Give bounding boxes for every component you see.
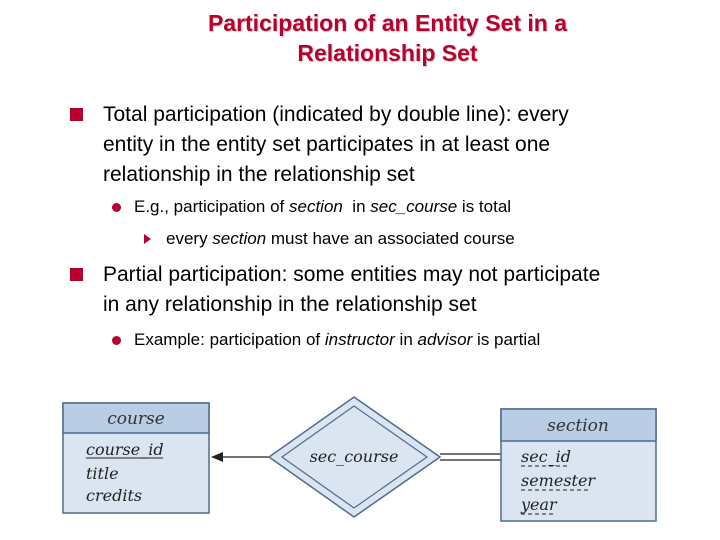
text-segment: must have an associated course [266,229,515,248]
term-section: section [212,229,267,248]
attribute-title: title [86,464,119,483]
relationship-name: sec_course [309,447,399,466]
text-segment: in [394,330,418,349]
text-segment: E.g., participation of [134,197,289,216]
text-segment: every [166,229,213,248]
bullet-line: Partial participation: some entities may not participate [103,263,601,286]
text-segment: is total [457,197,512,216]
bullet-line: Total participation (indicated by double line): every [103,103,569,126]
arrowhead-icon [211,452,223,462]
connector-total-participation [440,454,501,460]
text-segment: Example: participation of [134,330,325,349]
attribute-credits: credits [86,486,143,505]
entity-course-name: course [107,409,165,429]
bullet-line: relationship in the relationship set [103,163,415,186]
attribute-year: year [521,495,557,514]
term-section: section [288,197,343,216]
title-line-2: Relationship Set [297,40,478,66]
entity-section [501,409,656,521]
text-segment: in [342,197,371,216]
entity-section-name: section [547,416,609,436]
entity-course [63,403,209,513]
attribute-semester: semester [521,471,596,490]
term-advisor: advisor [417,330,473,349]
title-line-1: Participation of an Entity Set in a [207,10,568,36]
bullet-line: entity in the entity set participates in at least one [103,133,551,156]
connector-course-relationship [211,452,269,462]
text-segment: is partial [472,330,541,349]
attribute-sec-id: sec_id [521,447,571,466]
bullet-line: in any relationship in the relationship set [103,293,477,316]
attribute-course-id: course_id [86,440,164,459]
term-sec-course: sec_course [370,197,458,216]
term-instructor: instructor [324,330,395,349]
relationship-sec-course [269,397,440,517]
